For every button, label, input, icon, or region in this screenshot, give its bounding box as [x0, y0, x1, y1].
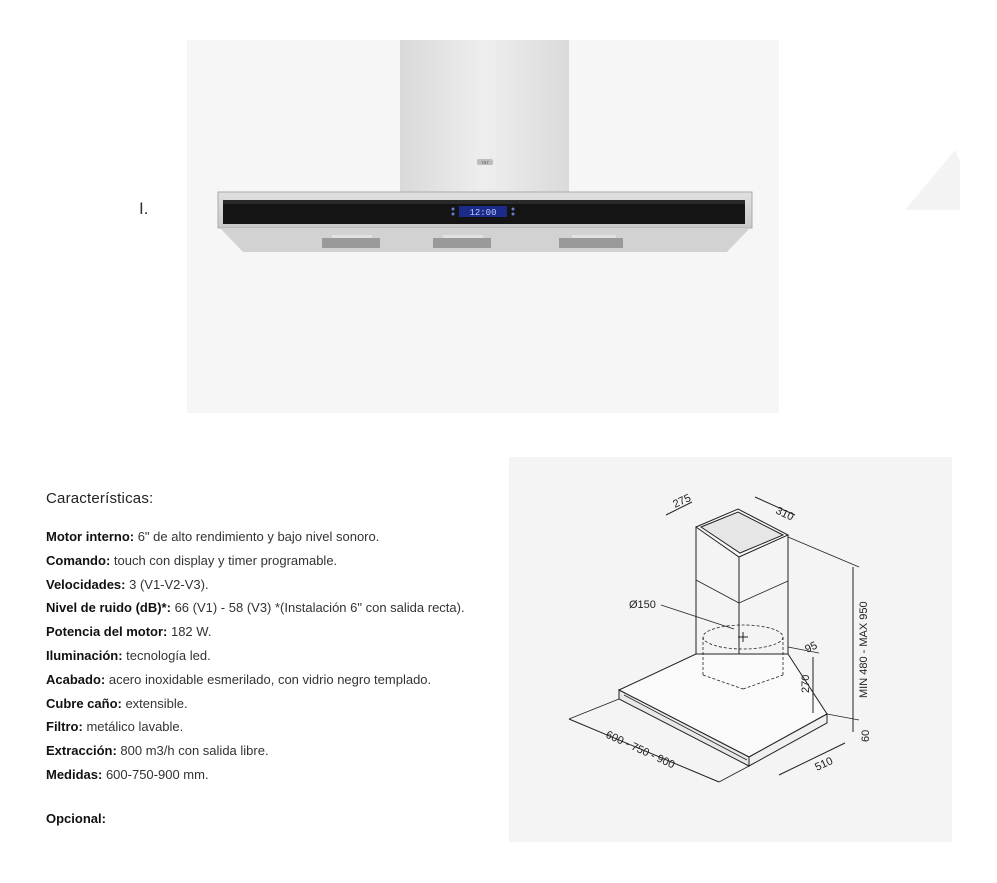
spec-value: extensible. — [121, 695, 188, 711]
specs-title: Características: — [46, 490, 154, 507]
dim-60: 60 — [860, 729, 872, 742]
dim-275: 275 — [671, 492, 693, 511]
brand-logo: TST — [481, 160, 489, 165]
spec-value: 182 W. — [167, 624, 212, 640]
spec-label: Extracción: — [46, 743, 117, 759]
dimension-drawing — [509, 457, 952, 842]
spec-row — [46, 763, 516, 787]
spec-label: Potencia del motor: — [46, 624, 168, 640]
dim-95: 95 — [803, 639, 820, 656]
dim-510: 510 — [813, 755, 835, 774]
product-photo — [187, 40, 779, 413]
chimney — [400, 40, 569, 192]
spec-value: 6" de alto rendimiento y bajo nivel sonoro. — [134, 529, 380, 544]
spec-value: 3 (V1-V2-V3). — [125, 576, 209, 592]
spec-row — [46, 596, 516, 620]
dimension-diagram — [509, 457, 952, 842]
spec-value: acero inoxidable esmerilado, con vidrio negro templado. — [105, 671, 432, 687]
spec-row — [46, 620, 516, 644]
spec-value: 66 (V1) - 58 (V3) *(Instalación 6" con salida recta). — [170, 600, 465, 616]
spec-row — [46, 715, 516, 739]
spec-list — [46, 525, 516, 787]
spec-value: 600-750-900 mm. — [102, 766, 209, 782]
optional-heading: Opcional: — [46, 810, 106, 826]
decorative-glare — [900, 150, 960, 220]
spec-row — [46, 549, 516, 573]
dim-270: 270 — [800, 674, 812, 693]
spec-row — [46, 573, 516, 597]
spec-label: Motor interno: — [46, 529, 135, 544]
spec-value: 800 m3/h con salida libre. — [116, 743, 269, 759]
spec-label: Nivel de ruido (dB)*: — [46, 600, 171, 616]
spec-label: Filtro: — [46, 719, 83, 735]
filter-grills — [322, 238, 623, 248]
range-hood-image — [187, 40, 779, 413]
spec-row — [46, 739, 516, 763]
spec-row — [46, 692, 516, 716]
dim-310: 310 — [773, 504, 796, 524]
dim-width: 600 - 750 - 900 — [603, 728, 677, 772]
spec-value: metálico lavable. — [82, 719, 184, 735]
spec-label: Acabado: — [46, 671, 106, 687]
spec-row — [46, 668, 516, 692]
spec-value: tecnología led. — [122, 647, 211, 663]
spec-label: Velocidades: — [46, 576, 126, 592]
dim-150: Ø150 — [629, 599, 656, 611]
spec-label: Iluminación: — [46, 647, 123, 663]
spec-row — [46, 525, 516, 549]
dim-height: MIN 480 - MAX 950 — [858, 601, 870, 698]
spec-label: Medidas: — [46, 766, 103, 782]
display-time: 12:00 — [469, 208, 497, 218]
spec-label: Comando: — [46, 552, 111, 568]
specifications — [46, 490, 516, 826]
spec-row — [46, 644, 516, 668]
spec-label: Cubre caño: — [46, 695, 122, 711]
spec-value: touch con display y timer programable. — [110, 552, 338, 568]
section-marker: I. — [139, 199, 149, 218]
